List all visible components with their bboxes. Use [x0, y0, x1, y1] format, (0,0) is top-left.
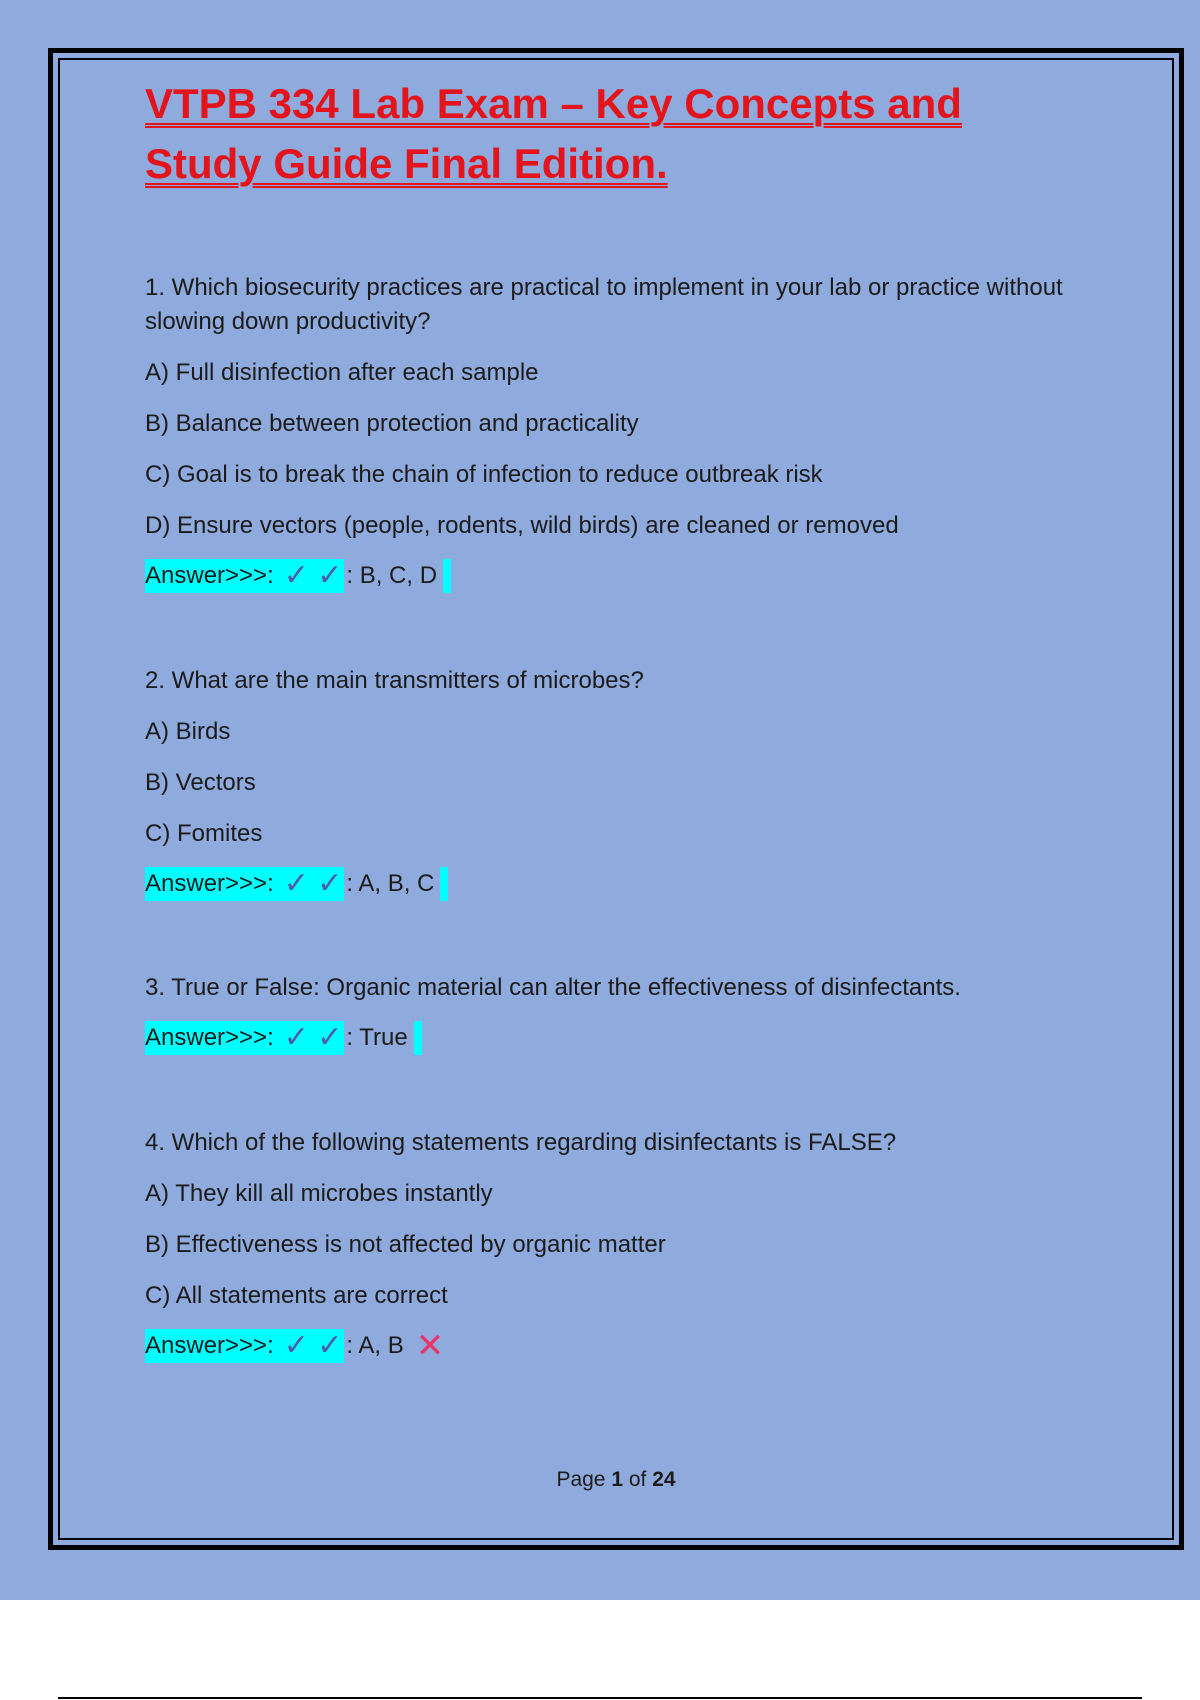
question-4 [145, 1126, 1075, 1363]
total-pages: 24 [652, 1468, 676, 1491]
answer-label: Answer>>>: [145, 870, 274, 897]
highlight-end-mark [443, 559, 451, 593]
question-text: 1. Which biosecurity practices are practical to implement in your lab or practice without slowing down productivity? [145, 274, 1063, 335]
answer-value: : A, B [346, 1332, 404, 1359]
question-text: 3. True or False: Organic material can alter the effectiveness of disinfectants. [145, 974, 961, 1001]
current-page: 1 [611, 1468, 624, 1491]
page-prefix: Page [556, 1468, 612, 1491]
answer-label: Answer>>>: [145, 1024, 274, 1051]
question-text: 4. Which of the following statements regarding disinfectants is FALSE? [145, 1129, 897, 1156]
option-b: B) Balance between protection and practicality [145, 410, 639, 437]
highlight-end-mark [440, 867, 448, 901]
option-b: B) Effectiveness is not affected by organic matter [145, 1231, 666, 1258]
question-2 [145, 664, 1075, 901]
answer-highlight [145, 1021, 344, 1055]
option-c: C) Goal is to break the chain of infection to reduce outbreak risk [145, 461, 823, 488]
answer-line [145, 1021, 1075, 1055]
question-text: 2. What are the main transmitters of microbes? [145, 667, 644, 694]
answer-line [145, 1329, 1075, 1363]
answer-line [145, 867, 1075, 901]
option-a: A) Birds [145, 718, 231, 745]
answer-highlight [145, 867, 344, 901]
check-icon: ✓ ✓ [283, 1329, 343, 1362]
document-content [145, 74, 1075, 1365]
check-icon: ✓ ✓ [283, 1021, 343, 1054]
check-icon: ✓ ✓ [283, 867, 343, 900]
bottom-rule [58, 1697, 1142, 1699]
option-c: C) All statements are correct [145, 1282, 448, 1309]
answer-value: : True [346, 1024, 408, 1051]
question-1 [145, 271, 1075, 593]
answer-value: : B, C, D [346, 562, 438, 589]
answer-line [145, 559, 1075, 593]
wrong-x-icon: ✕ [415, 1327, 445, 1365]
answer-label: Answer>>>: [145, 1332, 274, 1359]
option-b: B) Vectors [145, 769, 256, 796]
option-a: A) Full disinfection after each sample [145, 359, 539, 386]
highlight-end-mark [414, 1021, 422, 1055]
answer-highlight [145, 1329, 344, 1363]
question-3 [145, 971, 1075, 1055]
answer-value: : A, B, C [346, 870, 435, 897]
option-a: A) They kill all microbes instantly [145, 1180, 493, 1207]
document-title: VTPB 334 Lab Exam – Key Concepts and Study Guide Final Edition. [145, 80, 962, 187]
option-c: C) Fomites [145, 820, 263, 847]
page-middle: of [623, 1468, 653, 1491]
check-icon: ✓ ✓ [283, 559, 343, 592]
answer-label: Answer>>>: [145, 562, 274, 589]
page-number [0, 1468, 1200, 1492]
option-d: D) Ensure vectors (people, rodents, wild birds) are cleaned or removed [145, 512, 899, 539]
answer-highlight [145, 559, 344, 593]
